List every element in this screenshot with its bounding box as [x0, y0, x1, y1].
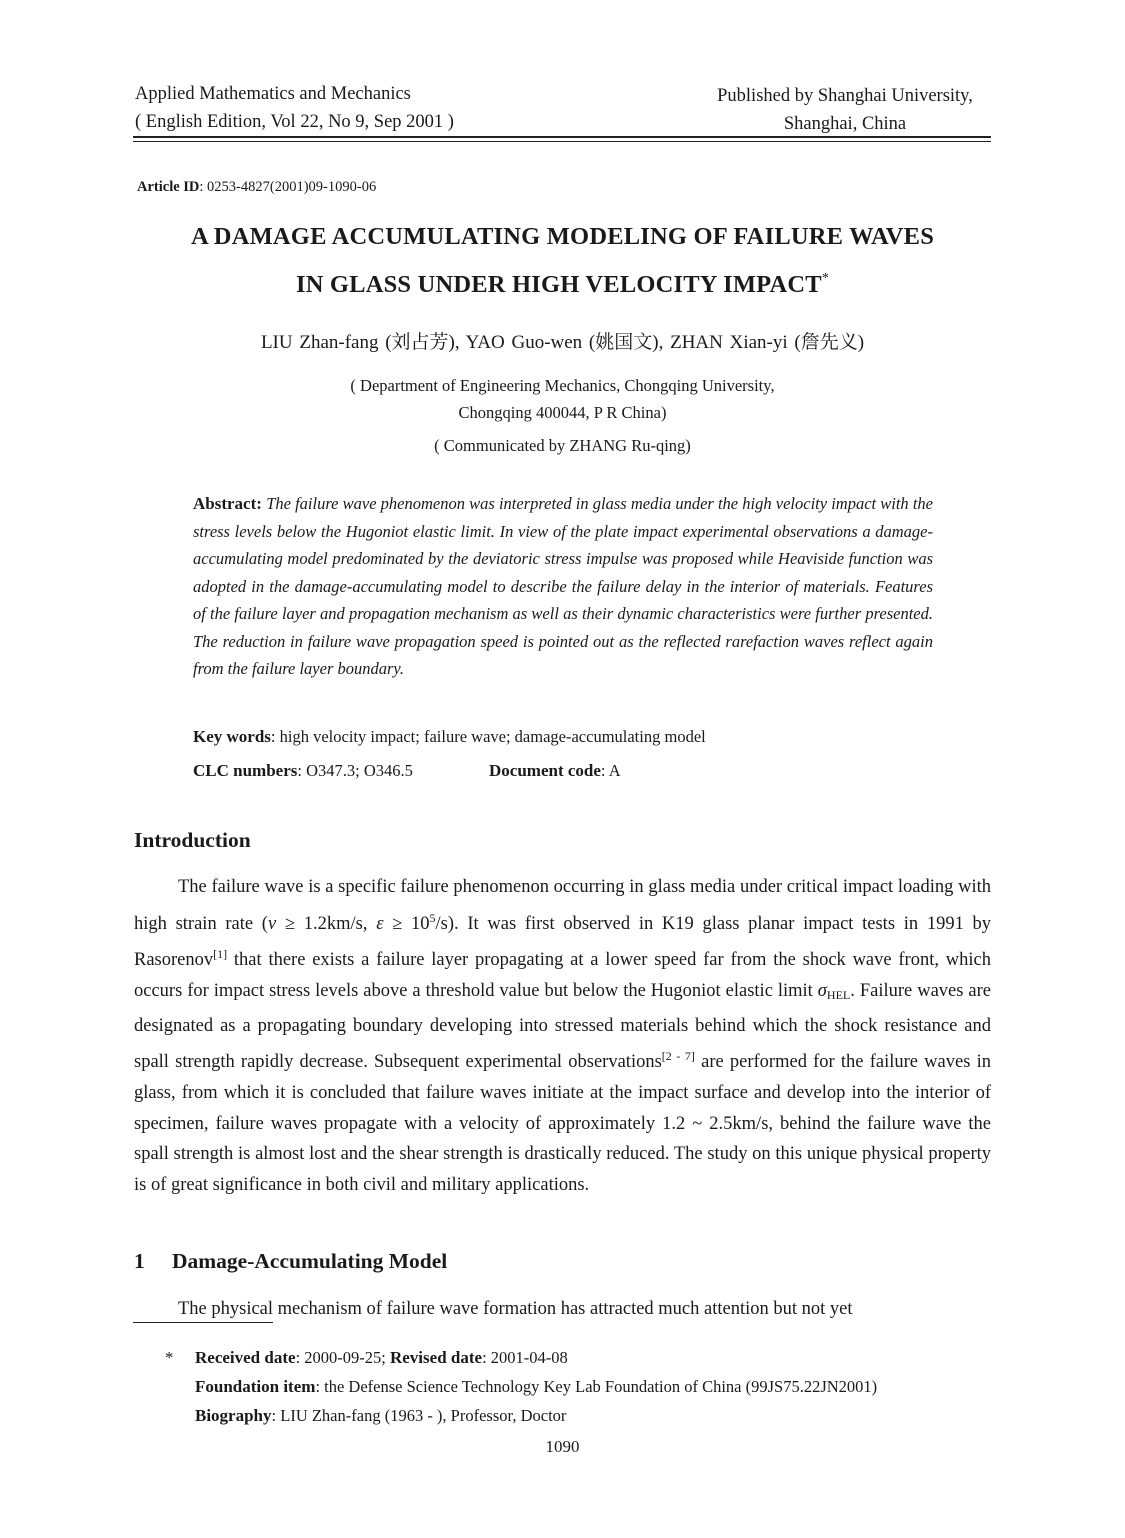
abstract-label: Abstract	[193, 494, 257, 513]
header-rule-thin	[133, 141, 991, 142]
exponent-5: 5	[429, 910, 436, 925]
intro-text-7: are performed for the failure waves in glass, from which it is concluded that failure waves initiate at the impact surface and develop into the interior of specimen, failure waves propagate with a velocity of approximately 1.2 ~ 2.5km/s, behind the failure wave the spall strength is almost lost and the shear strength is drastically reduced. The study on this unique physical property is of great significance in both civil and military applications.	[134, 1052, 991, 1195]
author-list: LIU Zhan-fang (刘占芳), YAO Guo-wen (姚国文), ZHAN Xian-yi (詹先义)	[260, 332, 865, 353]
publisher-location: Shanghai, China	[783, 114, 907, 134]
foundation-label: Foundation item	[195, 1377, 316, 1396]
footnote-biography	[165, 1401, 877, 1430]
title-line-2	[100, 258, 1025, 306]
abstract-text: The failure wave phenomenon was interpreted in glass media under the high velocity impact with the stress levels below the Hugoniot elastic limit. In view of the plate impact experimental observations a damage-accumulating model predominated by the deviatoric stress impulse was proposed while Heaviside function was adopted in the damage-accumulating model to describe the failure delay in the interior of materials. Features of the failure layer and propagation mechanism as well as their dynamic characteristics were further presented. The reduction in failure wave propagation speed is pointed out as the reflected rarefaction waves reflect again from the failure layer boundary.	[193, 494, 933, 678]
title-line-1: A DAMAGE ACCUMULATING MODELING OF FAILURE WAVES	[190, 223, 935, 250]
document-code-label: Document code	[489, 761, 601, 780]
intro-text-5: that there exists a failure layer propagating at a lower speed far from the shock wave front, which occurs for impact stress levels above a threshold value but below the Hugoniot elastic limit	[134, 950, 991, 1002]
section-1-heading	[134, 1249, 447, 1274]
received-date-label: Received date	[195, 1348, 296, 1367]
affiliation-line-2: Chongqing 400044, P R China)	[458, 403, 667, 422]
footnote-rule	[133, 1322, 273, 1323]
page-number: 1090	[545, 1437, 580, 1456]
clc-label: CLC numbers	[193, 761, 298, 780]
section-1-number: 1	[134, 1249, 145, 1273]
citation-2-7: [2 - 7]	[661, 1049, 695, 1064]
symbol-v: v	[267, 913, 277, 934]
introduction-body	[134, 872, 991, 1200]
journal-header	[135, 80, 454, 136]
symbol-sigma: σ	[817, 981, 827, 1002]
citation-1: [1]	[213, 947, 228, 962]
clc-text: : O347.3; O346.5	[297, 761, 413, 780]
section-1-body	[134, 1294, 991, 1325]
received-date-value: : 2000-09-25;	[295, 1348, 386, 1367]
intro-text-3: ≥ 10	[383, 913, 430, 934]
subscript-hel: HEL	[826, 988, 851, 1003]
biography-label: Biography	[195, 1406, 272, 1425]
intro-text-4: /s). It was first observed in K19 glass planar impact tests in 1991 by Rasorenov	[134, 913, 992, 971]
title-footnote-mark: *	[821, 271, 830, 286]
footnote-foundation	[165, 1372, 877, 1401]
abstract-colon: :	[256, 494, 267, 513]
header-rule-thick	[133, 136, 991, 138]
document-code-value: : A	[600, 761, 621, 780]
abstract	[193, 490, 933, 683]
keywords	[193, 727, 706, 747]
revised-date-value: : 2001-04-08	[482, 1348, 568, 1367]
section-1-paragraph: The physical mechanism of failure wave formation has attracted much attention but not yet	[178, 1299, 853, 1319]
revised-date-label: Revised date	[389, 1348, 483, 1367]
footnote-star: *	[165, 1348, 174, 1367]
intro-text-1: The failure wave is a specific failure phenomenon occurring in glass media under critical impact loading with high strain rate (	[134, 877, 991, 934]
publisher-header	[680, 82, 1010, 138]
communicated-by: ( Communicated by ZHANG Ru-qing)	[434, 436, 691, 455]
biography-value: : LIU Zhan-fang (1963 - ), Professor, Doctor	[271, 1406, 567, 1425]
publisher-name: Published by Shanghai University,	[717, 86, 973, 106]
symbol-epsilon: ε	[376, 913, 384, 934]
document-code	[489, 761, 621, 781]
journal-edition: ( English Edition, Vol 22, No 9, Sep 2001 )	[135, 112, 454, 132]
affiliation	[200, 372, 925, 426]
title-line-2-text: IN GLASS UNDER HIGH VELOCITY IMPACT	[295, 271, 822, 298]
intro-text-6: . Failure waves are designated as a propagating boundary developing into stressed materials behind which the shock resistance and spall strength rapidly decrease. Subsequent experimental observations	[134, 981, 991, 1073]
introduction-paragraph	[134, 872, 991, 1200]
article-id-value: : 0253-4827(2001)09-1090-06	[199, 179, 377, 195]
section-1-title: Damage-Accumulating Model	[172, 1249, 448, 1273]
footnote-dates	[165, 1343, 877, 1372]
affiliation-line-1: ( Department of Engineering Mechanics, Chongqing University,	[350, 376, 775, 395]
journal-name: Applied Mathematics and Mechanics	[135, 84, 411, 104]
footnotes	[165, 1343, 877, 1430]
article-id-label: Article ID	[137, 179, 200, 195]
introduction-heading: Introduction	[134, 828, 251, 852]
keywords-text: : high velocity impact; failure wave; damage-accumulating model	[270, 727, 706, 746]
article-id	[137, 179, 376, 196]
intro-text-2: ≥ 1.2km/s,	[276, 913, 377, 934]
foundation-value: : the Defense Science Technology Key Lab Foundation of China (99JS75.22JN2001)	[315, 1377, 878, 1396]
clc-line	[193, 761, 621, 781]
keywords-label: Key words	[193, 727, 271, 746]
paper-title	[100, 216, 1025, 306]
